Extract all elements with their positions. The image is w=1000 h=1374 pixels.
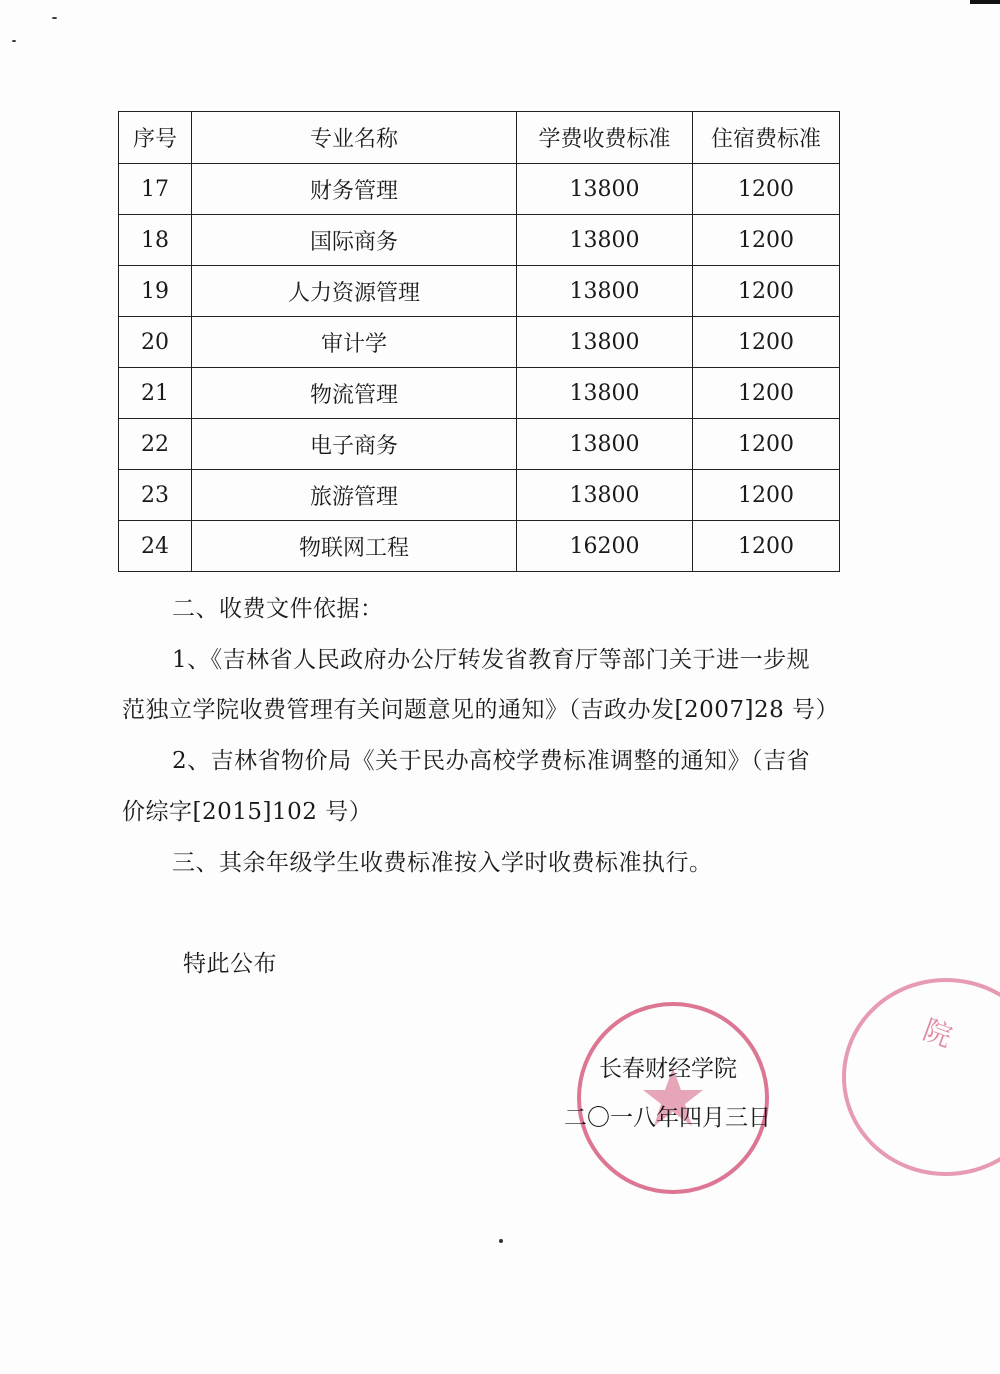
row-index: 19 [119,266,192,317]
row-lodging: 1200 [693,368,840,419]
row-index: 21 [119,368,192,419]
row-tuition: 13800 [517,470,693,521]
row-major: 旅游管理 [192,470,517,521]
table-row [119,164,840,215]
row-major: 财务管理 [192,164,517,215]
row-major: 国际商务 [192,215,517,266]
closing-text: 特此公布 [183,951,277,977]
scan-speck [12,40,16,42]
partial-seal [842,978,1000,1176]
row-major: 人力资源管理 [192,266,517,317]
reference-1-line-2: 范独立学院收费管理有关问题意见的通知》（吉政办发[2007]28 号） [122,697,840,723]
fee-table [118,111,840,572]
section3-text: 三、其余年级学生收费标准按入学时收费标准执行。 [172,850,713,876]
partial-seal-char: 院 [918,1013,957,1054]
header-index: 序号 [119,112,192,164]
row-lodging: 1200 [693,317,840,368]
row-lodging: 1200 [693,470,840,521]
row-tuition: 13800 [517,317,693,368]
table-row [119,266,840,317]
reference-1-line-1: 1、《吉林省人民政府办公厅转发省教育厅等部门关于进一步规 [172,647,811,673]
signature-date: 二〇一八年四月三日 [564,1105,771,1131]
row-index: 24 [119,521,192,572]
row-index: 22 [119,419,192,470]
header-major: 专业名称 [192,112,517,164]
row-major: 物联网工程 [192,521,517,572]
seal-star-icon [581,1006,765,1190]
row-lodging: 1200 [693,419,840,470]
row-index: 23 [119,470,192,521]
header-lodging: 住宿费标准 [693,112,840,164]
scan-corner-mark [970,0,1000,4]
official-seal [577,1002,769,1194]
table-row [119,470,840,521]
signature-organization: 长春财经学院 [599,1056,737,1082]
reference-2-line-2: 价综字[2015]102 号） [122,799,373,825]
row-tuition: 13800 [517,368,693,419]
header-tuition: 学费收费标准 [517,112,693,164]
row-tuition: 13800 [517,419,693,470]
table-header-row [119,112,840,164]
table-row [119,215,840,266]
row-tuition: 13800 [517,266,693,317]
row-major: 电子商务 [192,419,517,470]
row-lodging: 1200 [693,215,840,266]
table-row [119,368,840,419]
row-lodging: 1200 [693,266,840,317]
row-tuition: 13800 [517,215,693,266]
table-row [119,317,840,368]
scan-speck [499,1239,503,1243]
table-row [119,419,840,470]
row-index: 17 [119,164,192,215]
row-index: 20 [119,317,192,368]
row-major: 物流管理 [192,368,517,419]
row-tuition: 16200 [517,521,693,572]
reference-2-line-1: 2、吉林省物价局《关于民办高校学费标准调整的通知》（吉省 [172,748,811,774]
scan-speck [52,17,57,19]
table-row [119,521,840,572]
section2-heading: 二、收费文件依据： [172,596,384,622]
row-major: 审计学 [192,317,517,368]
row-lodging: 1200 [693,521,840,572]
row-index: 18 [119,215,192,266]
row-tuition: 13800 [517,164,693,215]
row-lodging: 1200 [693,164,840,215]
